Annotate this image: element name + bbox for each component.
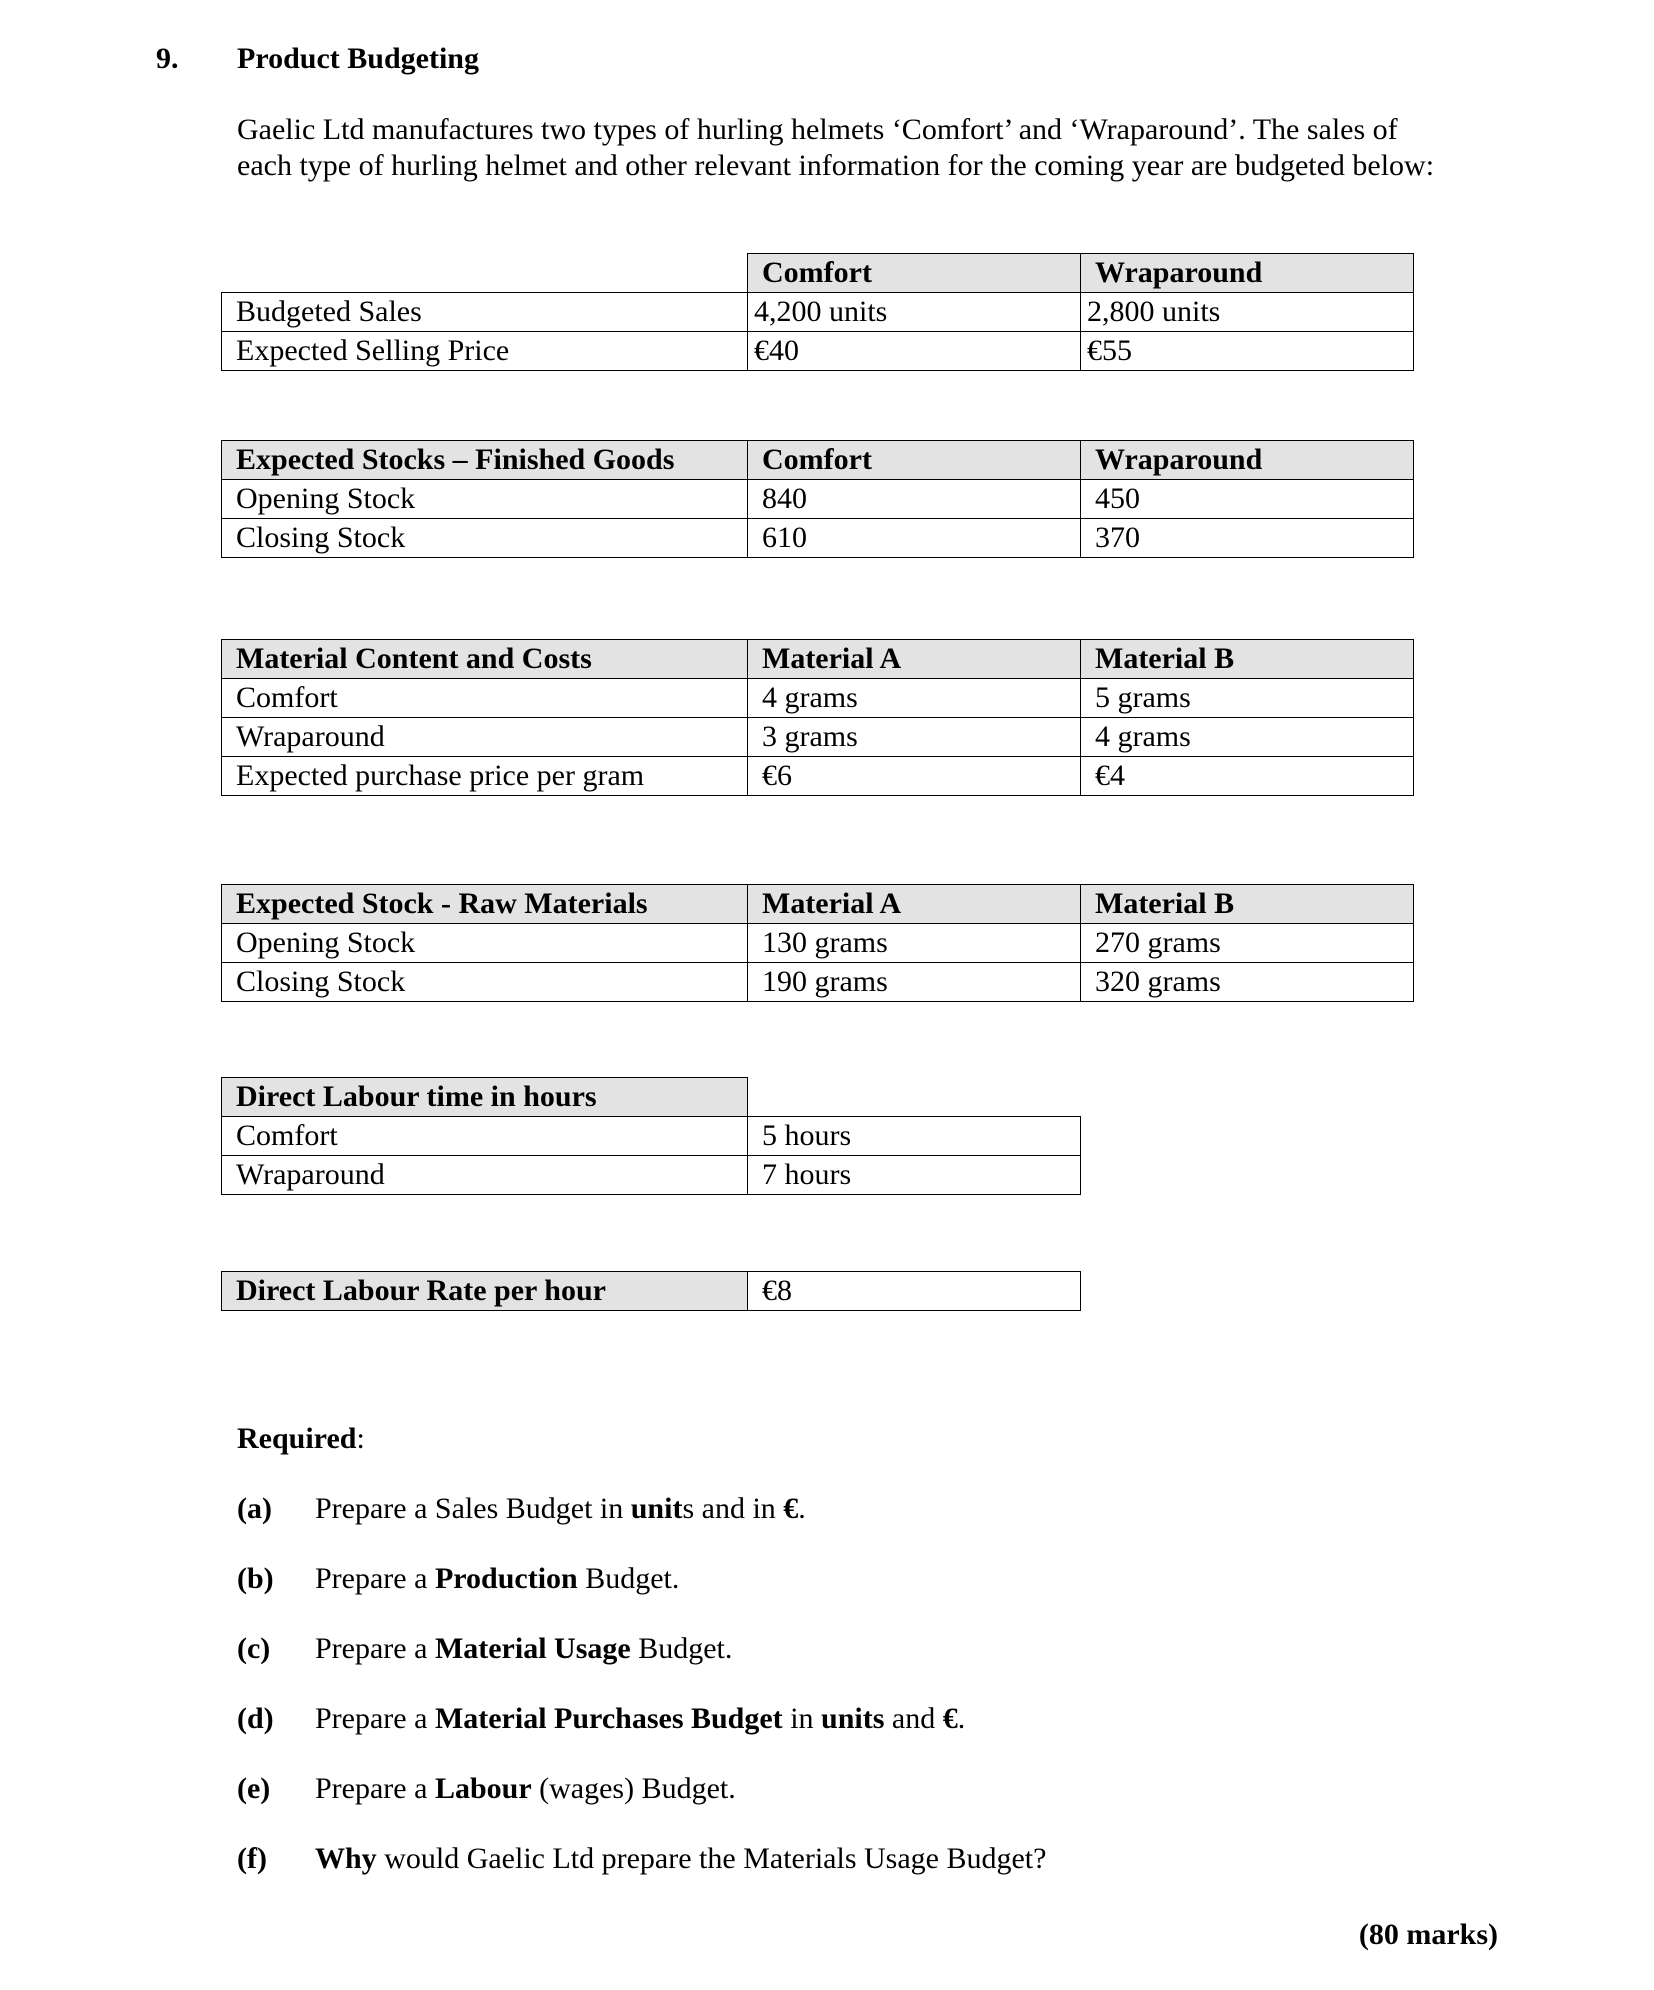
table-row [222, 519, 1414, 558]
sales-table [221, 253, 1414, 371]
cell-comfort: 840 [748, 480, 1081, 519]
item-bold: € [783, 1492, 799, 1525]
item-text: in [782, 1702, 822, 1735]
required-item-b [237, 1562, 679, 1596]
required-colon: : [356, 1422, 365, 1455]
required-label: Required [237, 1422, 357, 1455]
table-row [222, 718, 1414, 757]
finished-goods-header: Expected Stocks – Finished Goods [222, 441, 748, 480]
row-label: Wraparound [222, 718, 748, 757]
labour-rate-value: €8 [748, 1272, 1081, 1311]
finished-goods-col-wraparound: Wraparound [1081, 441, 1414, 480]
item-text: and [884, 1702, 943, 1735]
table-row [222, 332, 1414, 371]
item-label: (a) [237, 1492, 272, 1525]
labour-rate-table [221, 1271, 1081, 1311]
row-label: Expected Selling Price [222, 332, 748, 371]
cell-material-a: 3 grams [748, 718, 1081, 757]
cell-comfort: €40 [748, 332, 1081, 371]
cell-material-a: 4 grams [748, 679, 1081, 718]
labour-time-blank [748, 1078, 1081, 1117]
item-label: (b) [237, 1562, 274, 1595]
item-bold: Labour [434, 1772, 532, 1805]
finished-goods-table [221, 440, 1414, 558]
required-item-c [237, 1632, 732, 1666]
cell-material-b: 5 grams [1081, 679, 1414, 718]
labour-rate-header: Direct Labour Rate per hour [222, 1272, 748, 1311]
row-label: Comfort [222, 679, 748, 718]
raw-stock-col-a: Material A [748, 885, 1081, 924]
item-bold: units [821, 1702, 885, 1735]
cell-material-a: 190 grams [748, 963, 1081, 1002]
marks-label: (80 marks) [1358, 1918, 1498, 1951]
question-number: 9. [156, 42, 179, 75]
labour-time-header: Direct Labour time in hours [222, 1078, 748, 1117]
table-row [222, 679, 1414, 718]
item-bold: Production [434, 1562, 578, 1595]
material-col-a: Material A [748, 640, 1081, 679]
cell-wraparound: 450 [1081, 480, 1414, 519]
item-text: . [957, 1702, 966, 1735]
row-label: Opening Stock [222, 480, 748, 519]
row-label: Comfort [222, 1117, 748, 1156]
item-bold: Material Usage [434, 1632, 631, 1665]
table-row [222, 480, 1414, 519]
item-bold: € [942, 1702, 958, 1735]
cell-wraparound: €55 [1081, 332, 1414, 371]
table-row [222, 293, 1414, 332]
cell-hours: 7 hours [748, 1156, 1081, 1195]
cell-material-a: 130 grams [748, 924, 1081, 963]
cell-material-b: 270 grams [1081, 924, 1414, 963]
row-label: Budgeted Sales [222, 293, 748, 332]
item-label: (c) [237, 1632, 271, 1665]
sales-col-wraparound: Wraparound [1081, 254, 1414, 293]
item-text: Budget. [577, 1562, 680, 1595]
sales-table-corner [222, 254, 748, 293]
item-label: (d) [237, 1702, 274, 1735]
cell-comfort: 4,200 units [748, 293, 1081, 332]
material-content-header: Material Content and Costs [222, 640, 748, 679]
question-title: Product Budgeting [237, 42, 479, 75]
required-item-e [237, 1772, 736, 1806]
cell-wraparound: 2,800 units [1081, 293, 1414, 332]
cell-material-b: 320 grams [1081, 963, 1414, 1002]
required-item-a [237, 1492, 806, 1526]
row-label: Opening Stock [222, 924, 748, 963]
labour-time-table [221, 1077, 1081, 1195]
row-label: Wraparound [222, 1156, 748, 1195]
cell-material-b: 4 grams [1081, 718, 1414, 757]
required-item-f [237, 1842, 1046, 1876]
required-item-d [237, 1702, 965, 1736]
intro-line-1: Gaelic Ltd manufactures two types of hurling helmets ‘Comfort’ and ‘Wraparound’. The sales of [237, 113, 1398, 146]
item-bold: unit [630, 1492, 683, 1525]
raw-materials-stock-table [221, 884, 1414, 1002]
cell-material-a: €6 [748, 757, 1081, 796]
table-row [222, 924, 1414, 963]
item-bold: Why [315, 1842, 377, 1875]
table-row [222, 1156, 1081, 1195]
row-label: Closing Stock [222, 963, 748, 1002]
raw-stock-header: Expected Stock - Raw Materials [222, 885, 748, 924]
item-text: Prepare a Sales Budget in [315, 1492, 631, 1525]
table-row [222, 1117, 1081, 1156]
cell-comfort: 610 [748, 519, 1081, 558]
item-text: (wages) Budget. [531, 1772, 736, 1805]
item-label: (e) [237, 1772, 271, 1805]
raw-stock-col-b: Material B [1081, 885, 1414, 924]
intro-line-2: each type of hurling helmet and other relevant information for the coming year are budgeted below: [237, 149, 1435, 182]
item-text: Budget. [630, 1632, 733, 1665]
item-label: (f) [237, 1842, 267, 1875]
required-heading [237, 1422, 365, 1456]
item-text: Prepare a [315, 1562, 435, 1595]
cell-material-b: €4 [1081, 757, 1414, 796]
item-text: Prepare a [315, 1772, 435, 1805]
item-text: s and in [682, 1492, 784, 1525]
table-row [222, 963, 1414, 1002]
item-text: Prepare a [315, 1702, 435, 1735]
cell-wraparound: 370 [1081, 519, 1414, 558]
intro-paragraph [237, 112, 1477, 184]
item-text: Prepare a [315, 1632, 435, 1665]
material-col-b: Material B [1081, 640, 1414, 679]
item-text: would Gaelic Ltd prepare the Materials Usage Budget? [376, 1842, 1047, 1875]
item-bold: Material Purchases Budget [434, 1702, 783, 1735]
finished-goods-col-comfort: Comfort [748, 441, 1081, 480]
item-text: . [798, 1492, 806, 1525]
sales-col-comfort: Comfort [748, 254, 1081, 293]
row-label: Closing Stock [222, 519, 748, 558]
material-content-table [221, 639, 1414, 796]
cell-hours: 5 hours [748, 1117, 1081, 1156]
row-label: Expected purchase price per gram [222, 757, 748, 796]
table-row [222, 757, 1414, 796]
